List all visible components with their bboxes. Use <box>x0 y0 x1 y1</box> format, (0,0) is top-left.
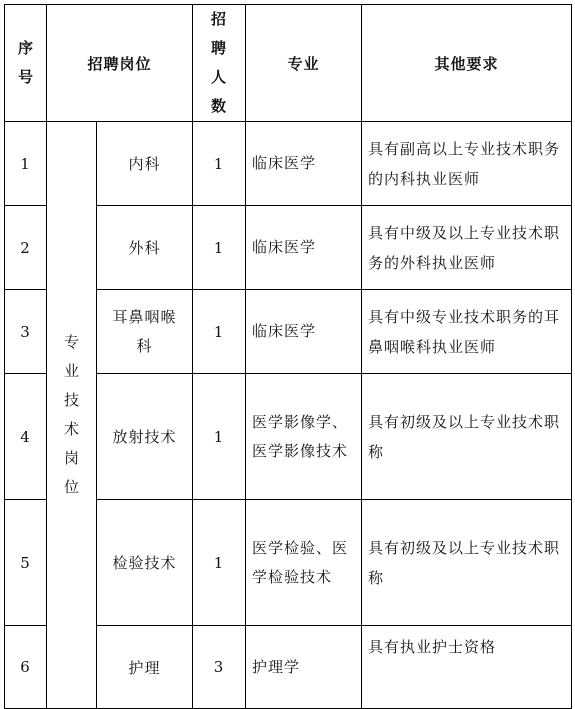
requirement-cell: 具有初级及以上专业技术职称 <box>362 500 572 626</box>
header-row <box>5 5 572 122</box>
requirement-cell: 具有执业护士资格 <box>362 626 572 709</box>
header-seq: 序号 <box>5 5 47 122</box>
major-cell: 医学影像学、医学影像技术 <box>246 374 362 500</box>
recruitment-table <box>4 4 572 709</box>
header-position: 招聘岗位 <box>47 5 193 122</box>
count-cell: 1 <box>193 122 246 206</box>
count-cell: 1 <box>193 500 246 626</box>
position-cell: 耳鼻咽喉科 <box>97 290 193 374</box>
count-cell: 1 <box>193 206 246 290</box>
seq-cell: 3 <box>5 290 47 374</box>
seq-cell: 5 <box>5 500 47 626</box>
requirement-cell: 具有副高以上专业技术职务的内科执业医师 <box>362 122 572 206</box>
table-row <box>5 122 572 206</box>
position-cell: 放射技术 <box>97 374 193 500</box>
header-major: 专业 <box>246 5 362 122</box>
header-count: 招聘人数 <box>193 5 246 122</box>
major-cell: 护理学 <box>246 626 362 709</box>
major-cell: 临床医学 <box>246 290 362 374</box>
seq-cell: 2 <box>5 206 47 290</box>
major-cell: 医学检验、医学检验技术 <box>246 500 362 626</box>
position-cell: 护理 <box>97 626 193 709</box>
requirement-cell: 具有中级专业技术职务的耳鼻咽喉科执业医师 <box>362 290 572 374</box>
major-cell: 临床医学 <box>246 122 362 206</box>
seq-cell: 1 <box>5 122 47 206</box>
count-cell: 3 <box>193 626 246 709</box>
seq-cell: 6 <box>5 626 47 709</box>
position-cell: 外科 <box>97 206 193 290</box>
position-cell: 内科 <box>97 122 193 206</box>
requirement-cell: 具有中级及以上专业技术职务的外科执业医师 <box>362 206 572 290</box>
seq-cell: 4 <box>5 374 47 500</box>
count-cell: 1 <box>193 290 246 374</box>
requirement-cell: 具有初级及以上专业技术职称 <box>362 374 572 500</box>
category-cell: 专业技术岗位 <box>47 122 97 709</box>
position-cell: 检验技术 <box>97 500 193 626</box>
major-cell: 临床医学 <box>246 206 362 290</box>
header-other: 其他要求 <box>362 5 572 122</box>
count-cell: 1 <box>193 374 246 500</box>
